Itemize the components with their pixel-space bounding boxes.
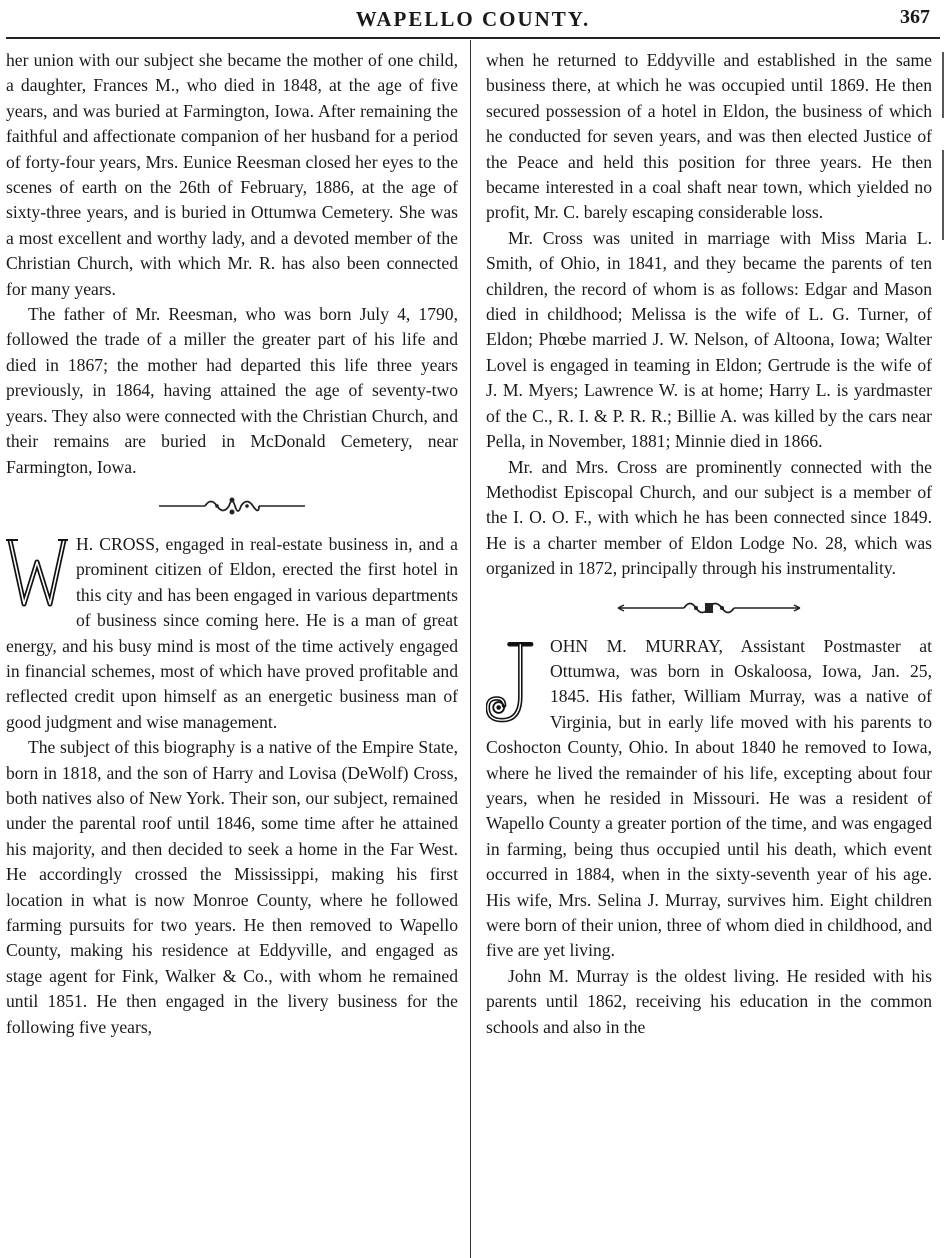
- paragraph: when he returned to Eddyville and established in the same business there, at which he was occupied until 1869. He then secured possession of a hotel in Eldon, the business of which he conducted for seven years, and was then elected Justice of the Peace and held this position for three years. He then became interested in a coal shaft near town, which yielded no profit, Mr. C. barely escaping considerable loss.: [486, 50, 932, 223]
- paragraph: Mr. Cross was united in marriage with Miss Maria L. Smith, of Ohio, in 1841, and they became the parents of ten children, the record of whom is as follows: Edgar and Mason died in childhood; Melissa is the wife of L. G. Turner, of Eldon; Phœbe married J. W. Nelson, of Altoona, Iowa; Walter Lovel is engaged in teaming in Eldon; Gertrude is the wife of J. M. Myers; Lawrence W. is at home; Harry L. is yardmaster of the C., R. I. & P. R. R.; Billie A. was killed by the cars near Pella, in November, 1881; Minnie died in 1866.: [486, 227, 932, 452]
- dropcap-j: [486, 636, 542, 732]
- dropcap-j-letter: [488, 644, 531, 720]
- biography-entry-murray: [486, 634, 932, 964]
- left-column: [6, 48, 458, 1040]
- dropcap-w-letter: [6, 540, 68, 604]
- dropcap-w: [6, 534, 68, 610]
- flourish-icon: [157, 494, 307, 518]
- edge-mark: [942, 52, 944, 118]
- page-number: 367: [900, 6, 930, 28]
- header-rule: [6, 37, 940, 39]
- paragraph: John M. Murray is the oldest living. He resided with his parents until 1862, receiving his education in the common schools and also in the: [486, 965, 932, 1037]
- paragraph: Mr. and Mrs. Cross are prominently connected with the Methodist Episcopal Church, and our subject is a member of the I. O. O. F., with which he has been connected since 1849. He is a charter member of Eldon Lodge No. 28, which was organized in 1872, principally through his instrumentality.: [486, 456, 932, 579]
- section-ornament: [6, 480, 458, 532]
- paragraph: The subject of this biography is a native of the Empire State, born in 1818, and the son of Harry and Lovisa (DeWolf) Cross, both natives also of New York. Their son, our subject, remained under the parental roof until 1846, some time after he attained his majority, and then decided to seek a home in the Far West. He accordingly crossed the Mississippi, making his first location in what is now Monroe County, where he followed farming pursuits for two years. He then removed to Wapello County, making his residence at Eddyville, and engaged as stage agent for Fink, Walker & Co., with whom he remained until 1851. He then engaged in the livery business for the following five years,: [6, 737, 458, 1037]
- paragraph: The father of Mr. Reesman, who was born July 4, 1790, followed the trade of a miller the greater part of his life and died in 1867; the mother had departed this life three years previously, in 1864, having attained the age of seventy-two years. They also were connected with the Christian Church, and their remains are buried in McDonald Cemetery, near Farmington, Iowa.: [6, 304, 458, 477]
- running-head: WAPELLO COUNTY.: [355, 7, 591, 31]
- page-header: [0, 0, 946, 38]
- edge-mark: [942, 150, 944, 240]
- right-column: [486, 48, 932, 1040]
- column-divider: [470, 40, 471, 1258]
- biography-entry-cross: [6, 532, 458, 735]
- flourish-icon: [614, 596, 804, 620]
- paragraph: her union with our subject she became the mother of one child, a daughter, Frances M., who died in 1848, at the age of five years, and was buried at Farmington, Iowa. After remaining the faithful and affectionate companion of her husband for a period of forty-four years, Mrs. Eunice Reesman closed her eyes to the scenes of earth on the 26th of February, 1886, at the age of sixty-three years, and is buried in Ottumwa Cemetery. She was a most excellent and worthy lady, and a devoted member of the Christian Church, with which Mr. R. has also been connected for many years.: [6, 50, 458, 299]
- paragraph: OHN M. MURRAY, Assistant Postmaster at Ottumwa, was born in Oskaloosa, Iowa, Jan. 25, 1845. His father, William Murray, was a native of Virginia, but in early life moved with his parents to Coshocton County, Ohio. In about 1840 he removed to Iowa, where he lived the remainder of his life, excepting about four years, when he resided in Missouri. He was a resident of Wapello County a greater portion of the time, and was engaged in farming, being thus occupied until his death, which event occurred in 1884, when in the sixty-seventh year of his age. His wife, Mrs. Selina J. Murray, survives him. Eight children were born of their union, three of whom died in childhood, and five are yet living.: [486, 635, 932, 961]
- paragraph: H. CROSS, engaged in real-estate business in, and a prominent citizen of Eldon, erected the first hotel in this city and has been engaged in various departments of business since coming here. He is a man of great energy, and his busy mind is most of the time actively engaged in financial schemes, most of which have proved profitable and reflected credit upon himself as an energetic business man of good judgment and wise management.: [6, 533, 458, 732]
- section-ornament: [486, 582, 932, 634]
